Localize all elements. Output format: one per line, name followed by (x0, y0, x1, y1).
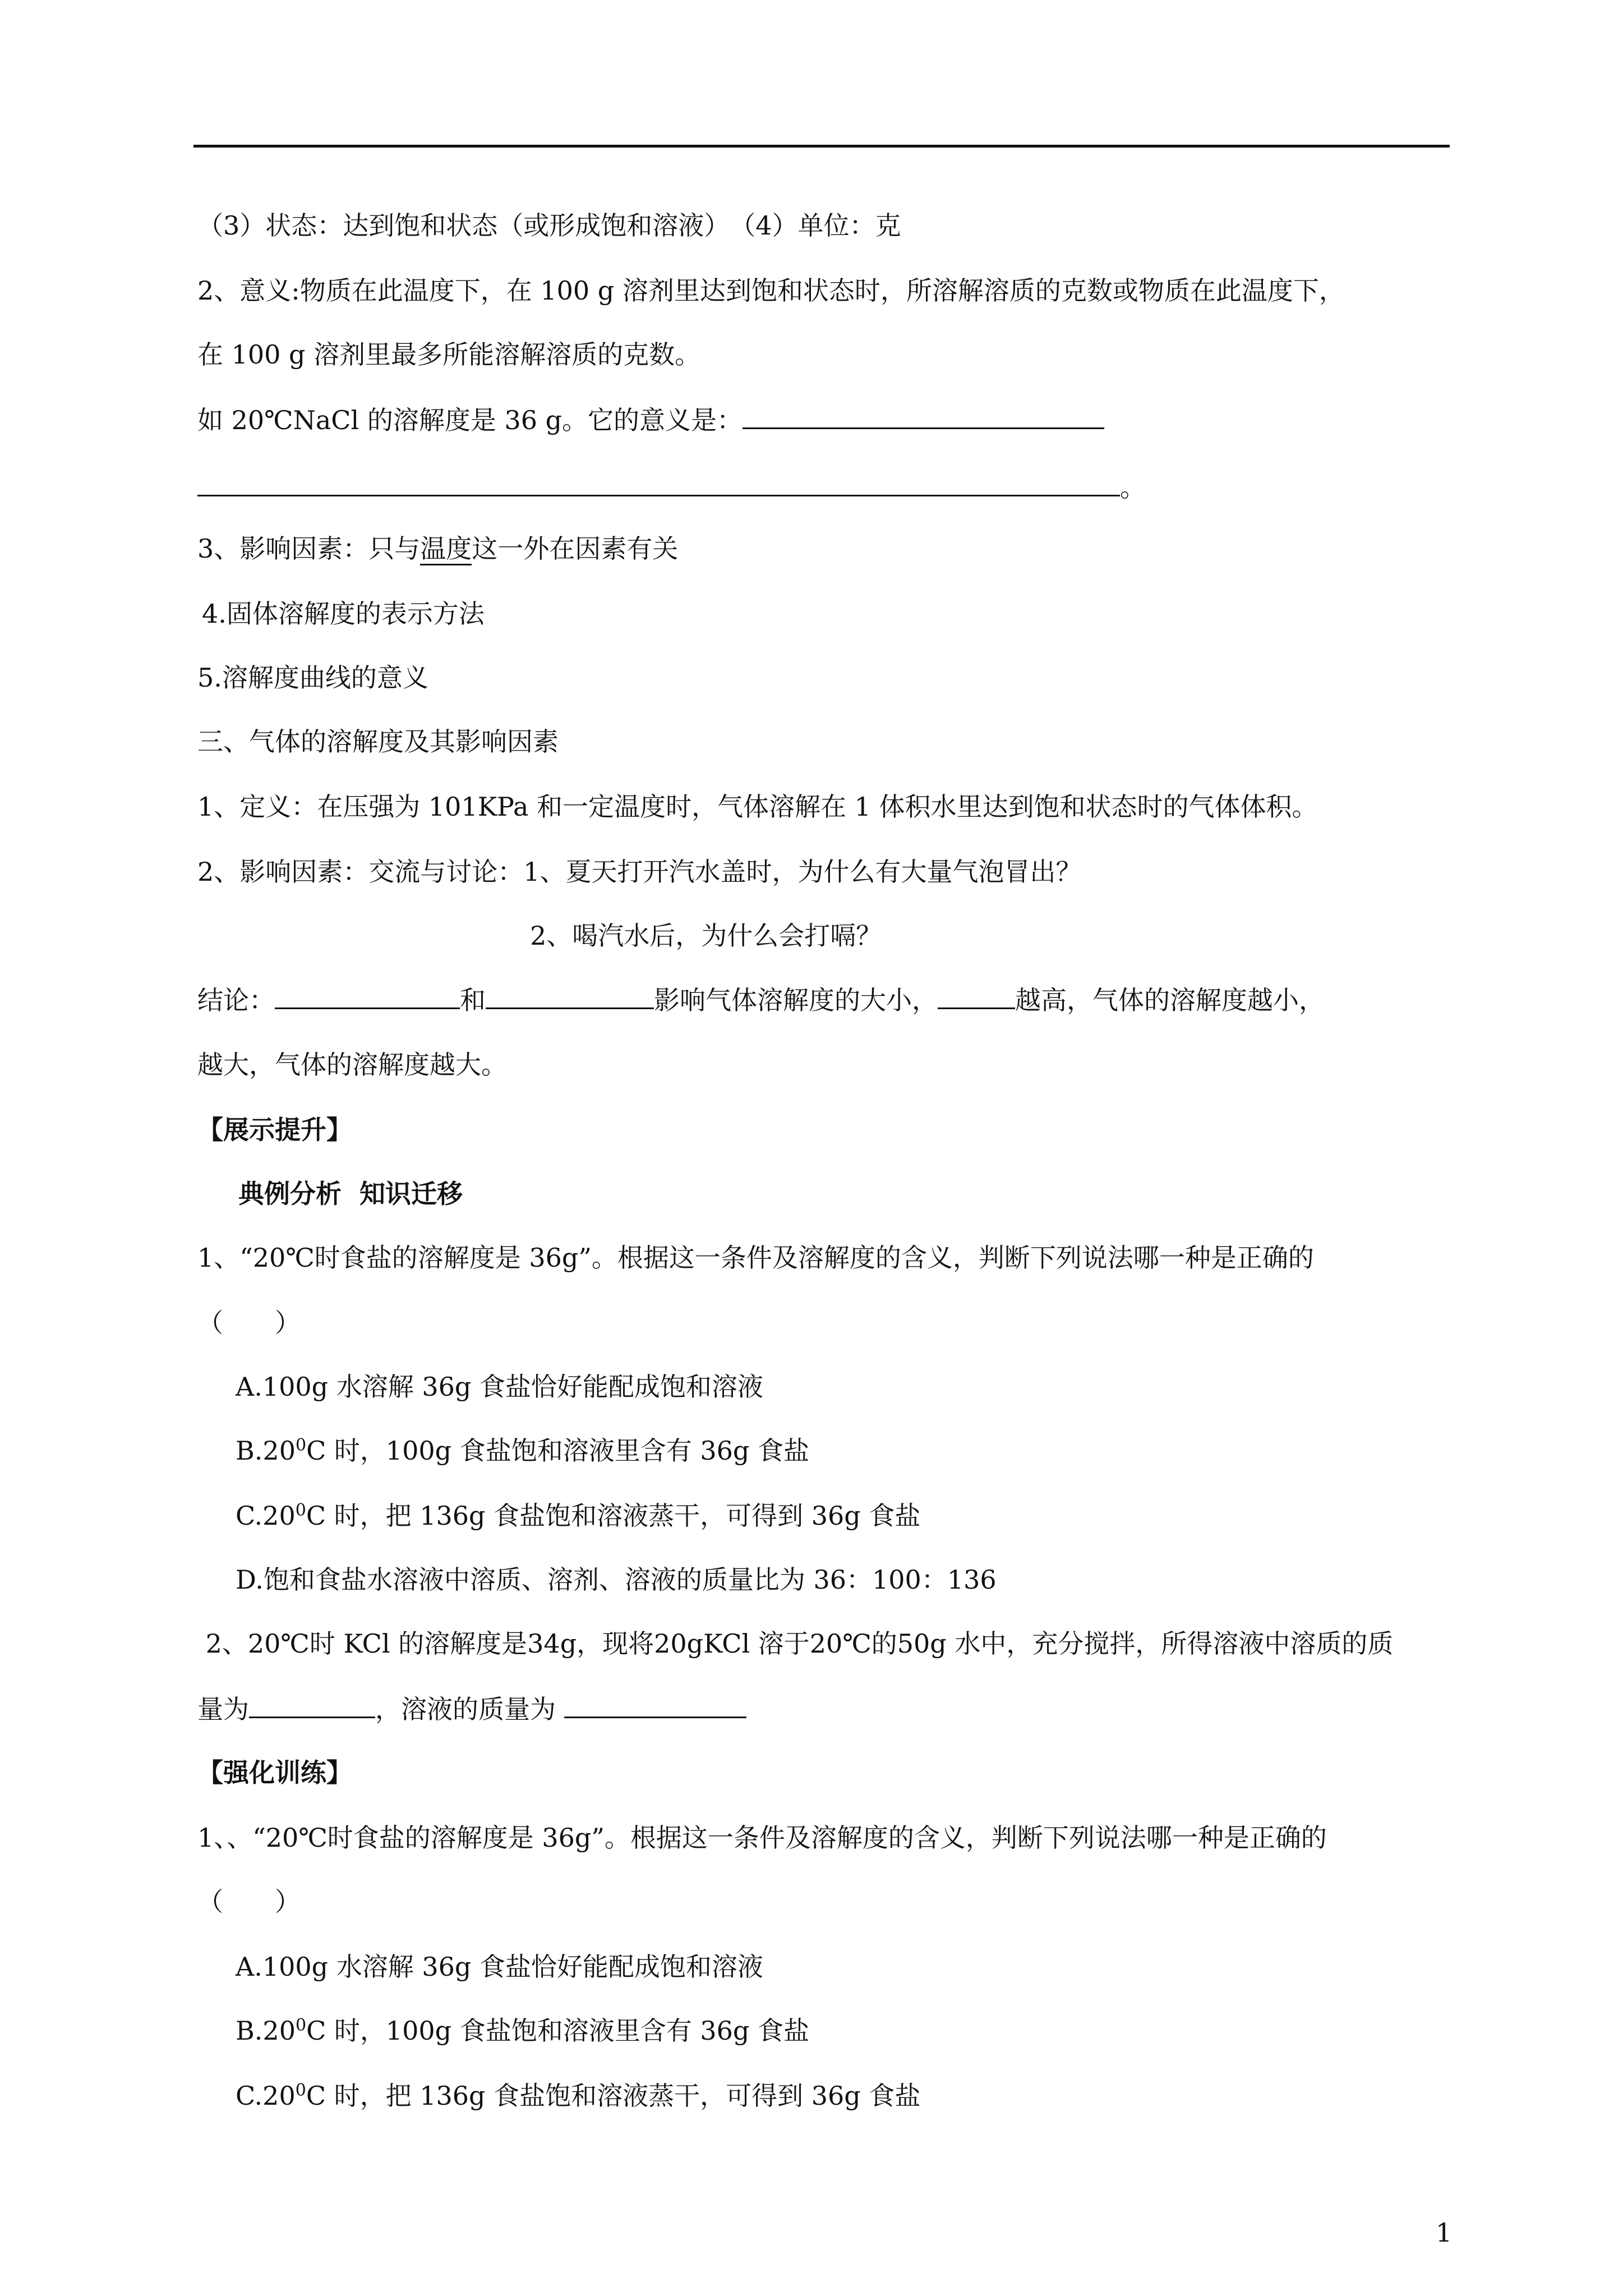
training-option-a: A.100g 水溶解 36g 食盐恰好能配成饱和溶液 (236, 1952, 763, 1982)
text-line (197, 790, 1454, 823)
degree-superscript: 0 (295, 2016, 307, 2035)
answer-blank[interactable] (275, 983, 460, 1009)
section-heading-gas: 三、气体的溶解度及其影响因素 (197, 726, 559, 757)
training-question-1: 1、、“20℃时食盐的溶解度是 36g”。根据这一条件及溶解度的含义，判断下列说法哪一种是正确的 (197, 1823, 1327, 1853)
option-line (236, 1370, 1492, 1404)
text-line (197, 855, 1454, 889)
text-line (197, 983, 1454, 1017)
question-2-cont: 量为 (197, 1694, 249, 1724)
text-line (197, 1048, 1454, 1082)
header-rule (193, 145, 1450, 148)
option-c: C 时，把 136g 食盐饱和溶液蒸干，可得到 36g 食盐 (306, 1501, 921, 1531)
period: 。 (1120, 472, 1146, 503)
option-b: C 时，100g 食盐饱和溶液里含有 36g 食盐 (306, 1435, 809, 1466)
conclusion-cont: 越大，气体的溶解度越大。 (197, 1050, 507, 1080)
solubility-representation: 4.固体溶解度的表示方法 (202, 599, 485, 629)
degree-superscript: 0 (295, 1501, 306, 1520)
question-line (197, 1627, 1454, 1660)
training-option-b: C 时，100g 食盐饱和溶液里含有 36g 食盐 (306, 2016, 809, 2046)
text-line (197, 725, 1454, 758)
text-line (197, 470, 1454, 504)
training-option-c: C 时，把 136g 食盐饱和溶液蒸干，可得到 36g 食盐 (306, 2081, 921, 2111)
answer-blank-long[interactable] (197, 470, 1120, 496)
solubility-curve-meaning: 5.溶解度曲线的意义 (197, 662, 428, 693)
question-line (197, 1306, 1454, 1340)
option-line (236, 1563, 1492, 1596)
text-line (197, 532, 1454, 565)
option-a: A.100g 水溶解 36g 食盐恰好能配成饱和溶液 (236, 1372, 763, 1402)
option-b-prefix: B.20 (236, 1435, 296, 1466)
section-title-training: 【强化训练】 (197, 1757, 352, 1788)
question-2-text: 2、20℃时 KCl 的溶解度是34g，现将20gKCl 溶于20℃的50g 水中，充分搅拌，所得溶液中溶质的质 (197, 1628, 1394, 1659)
meaning-text-cont: 在 100 g 溶剂里最多所能溶解溶质的克数。 (197, 339, 701, 370)
option-line (236, 1950, 1492, 1984)
example-analysis-title: 典例分析 知识迁移 (238, 1179, 463, 1209)
question-line (197, 1821, 1454, 1855)
text-line (197, 338, 1454, 371)
answer-blank[interactable] (938, 983, 1015, 1009)
page-number: 1 (1436, 2217, 1453, 2248)
answer-blank[interactable] (249, 1692, 375, 1718)
answer-parentheses[interactable]: （ ） (197, 1887, 301, 1917)
conjunction: 和 (460, 985, 486, 1015)
conclusion-text: 影响气体溶解度的大小， (654, 985, 938, 1015)
question-1-text: 1、“20℃时食盐的溶解度是 36g”。根据这一条件及溶解度的含义，判断下列说法哪一种是正确的 (197, 1243, 1314, 1273)
gas-discussion-2: 2、喝汽水后，为什么会打嗝？ (530, 921, 882, 951)
degree-superscript: 0 (295, 2081, 306, 2100)
gas-definition: 1、定义：在压强为 101KPa 和一定温度时，气体溶解在 1 体积水里达到饱和状态时的气体体积。 (197, 792, 1318, 822)
meaning-text: 2、意义:物质在此温度下，在 100 g 溶剂里达到饱和状态时，所溶解溶质的克数或物质在此温度下， (197, 275, 1345, 306)
option-c-prefix: C.20 (236, 2081, 296, 2111)
option-line (236, 1434, 1492, 1467)
answer-blank[interactable] (743, 403, 1104, 429)
gas-factors: 2、影响因素：交流与讨论：1、夏天打开汽水盖时，为什么有大量气泡冒出？ (197, 857, 1082, 887)
conclusion-text-end: 越高，气体的溶解度越小， (1015, 985, 1325, 1015)
section-heading (197, 1113, 1454, 1147)
question-2-cont-2: ，溶液的质量为 (375, 1694, 564, 1724)
option-c-prefix: C.20 (236, 1501, 296, 1531)
text-line (197, 403, 1454, 437)
state-unit-text: （3）状态：达到饱和状态（或形成饱和溶液） （4）单位：克 (197, 210, 901, 241)
question-line (197, 1885, 1454, 1918)
underlined-temperature: 温度 (420, 533, 472, 565)
text-line (530, 919, 1623, 953)
question-line (197, 1241, 1454, 1274)
example-nacl-text: 如 20℃NaCl 的溶解度是 36 g。它的意义是： (197, 405, 743, 435)
option-d: D.饱和食盐水溶液中溶质、溶剂、溶液的质量比为 36：100：136 (236, 1565, 997, 1595)
text-line (197, 274, 1454, 307)
conclusion-label: 结论： (197, 985, 275, 1015)
option-line (236, 1499, 1492, 1533)
section-heading (197, 1756, 1454, 1789)
text-line (202, 597, 1458, 631)
section-subheading (238, 1177, 1495, 1211)
question-line (197, 1692, 1454, 1726)
factor-text: 3、影响因素：只与 (197, 533, 421, 564)
option-b-prefix: B.20 (236, 2016, 296, 2046)
text-line (197, 209, 1454, 242)
section-title-showcase: 【展示提升】 (197, 1115, 352, 1145)
answer-parentheses[interactable]: （ ） (197, 1308, 301, 1338)
text-line (197, 661, 1454, 694)
answer-blank[interactable] (486, 983, 654, 1009)
answer-blank[interactable] (564, 1692, 746, 1718)
option-line (236, 2079, 1492, 2113)
option-line (236, 2014, 1492, 2047)
degree-superscript: 0 (295, 1435, 307, 1455)
factor-text-end: 这一外在因素有关 (472, 533, 679, 564)
